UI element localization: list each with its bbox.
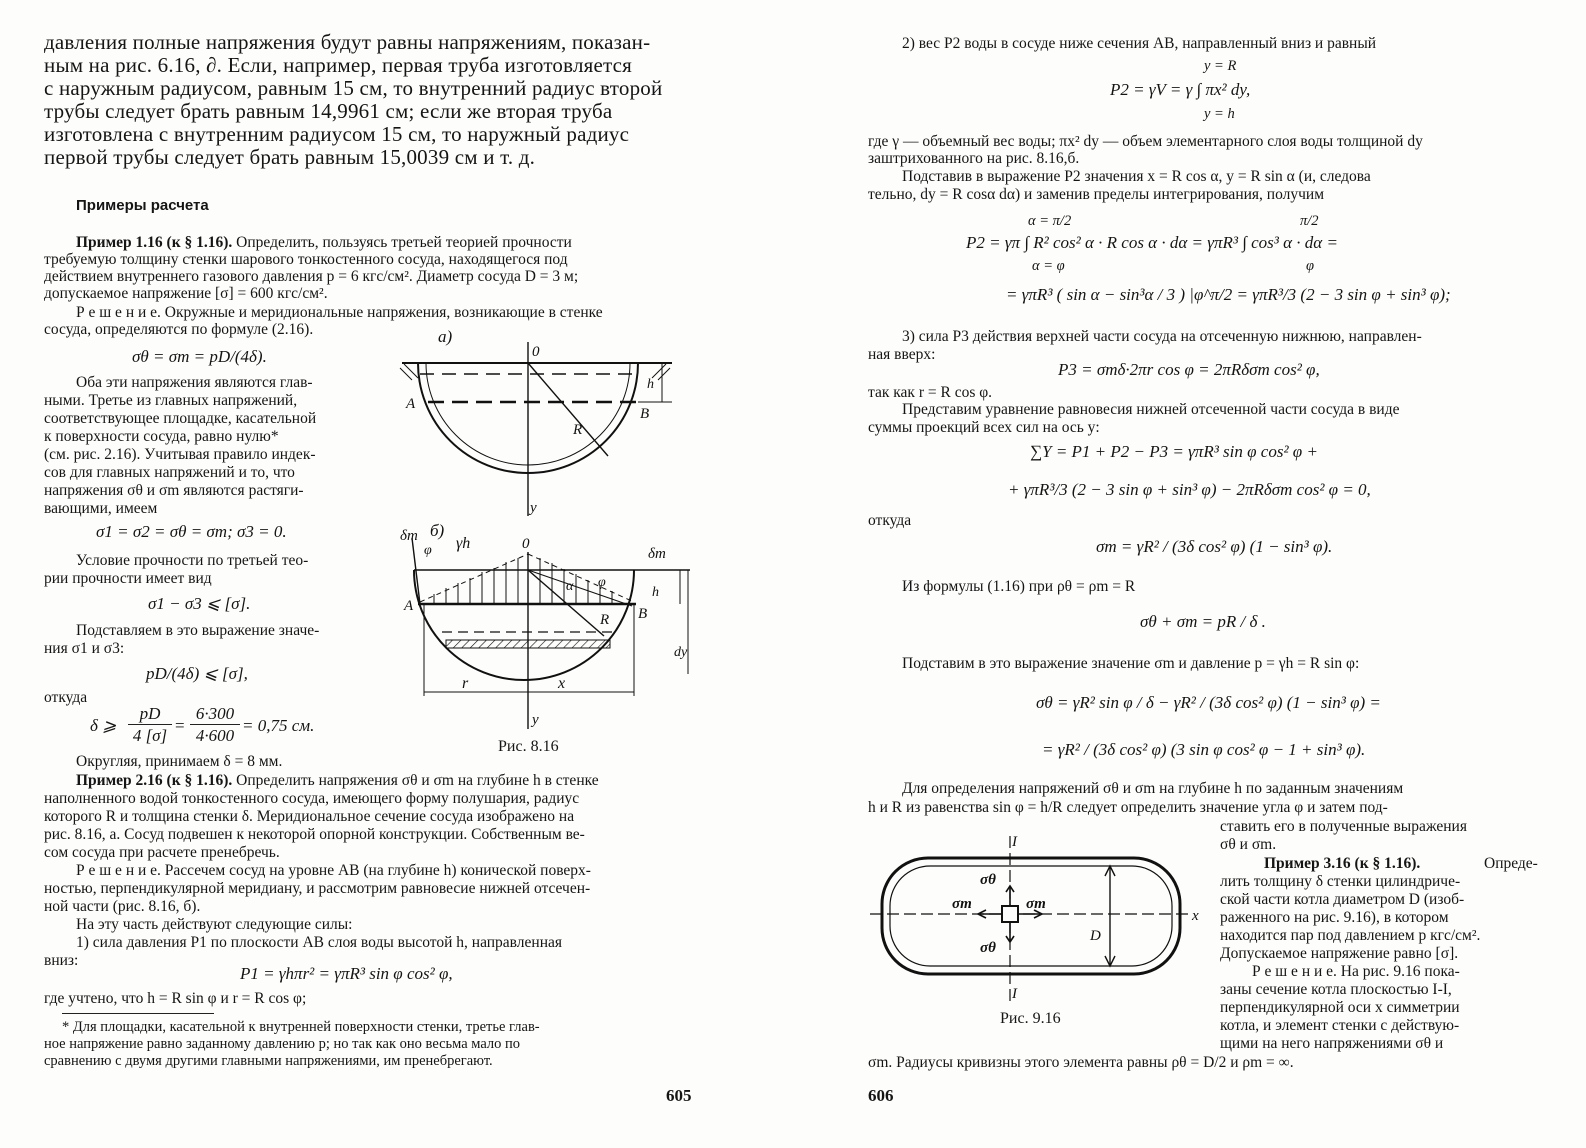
text-line: Представим уравнение равновесия нижней отсеченной части сосуда в виде (902, 401, 1400, 418)
svg-text:I: I (1012, 834, 1017, 850)
stress-element (1002, 906, 1018, 922)
text-line: напряжения σθ и σm являются растяги- (44, 482, 304, 499)
formula-delta-num1: pD (128, 704, 172, 725)
svg-text:h: h (647, 377, 654, 392)
text-line: h и R из равенства sin φ = h/R следует определить значение угла φ и затем под- (868, 799, 1388, 816)
svg-text:0: 0 (532, 344, 540, 360)
svg-text:A: A (404, 598, 414, 614)
svg-text:R: R (573, 422, 583, 438)
text-line: σθ и σm. (1220, 836, 1277, 853)
text-line: суммы проекций всех сил на ось y: (868, 419, 1100, 436)
formula-sigma: σθ = σm = pD/(4δ). (132, 347, 267, 366)
formula-substitution: pD/(4δ) ⩽ [σ], (146, 664, 248, 683)
svg-text:r: r (462, 675, 469, 692)
text-line: 1) сила давления P1 по плоскости AB слоя воды высотой h, направленная (76, 934, 562, 951)
formula-delta-num2: 6·300 (190, 704, 240, 725)
text-line: сов для главных напряжений и то, что (44, 464, 295, 481)
fig-a-title: а) (438, 327, 453, 346)
text-line: соответствующее площадке, касательной (44, 410, 317, 427)
section-title: Примеры расчета (76, 197, 209, 214)
text-line: вающими, имеем (44, 500, 158, 517)
text-line: Подставив в выражение P2 значения x = R cos α, y = R sin α (и, следова (902, 168, 1371, 185)
rounding-line: Округляя, принимаем δ = 8 мм. (76, 753, 283, 770)
text-line: Р е ш е н и е. Рассечем сосуд на уровне AB (на глубине h) конической поверх- (76, 862, 591, 879)
integral-upper-limit: α = π/2 (1028, 213, 1072, 229)
text-line: так как r = R cos φ. (868, 384, 993, 401)
text-line: Из формулы (1.16) при ρθ = ρm = R (902, 578, 1136, 595)
formula-delta-den2: 4·600 (195, 726, 235, 745)
page-number: 606 (868, 1086, 894, 1105)
text-line: перпендикулярной оси x симметрии (1220, 999, 1460, 1016)
text-line: ными. Третье из главных напряжений, (44, 392, 298, 409)
svg-text:φ: φ (424, 543, 432, 558)
intro-line: давления полные напряжения будут равны напряжениям, показан- (44, 30, 651, 54)
text-line: раженного на рис. 9.16), в котором (1220, 909, 1449, 926)
text-line: Р е ш е н и е. На рис. 9.16 пока- (1252, 963, 1460, 980)
otkuda-label: откуда (868, 512, 912, 529)
svg-text:D: D (1090, 928, 1101, 944)
svg-text:φ: φ (598, 575, 606, 590)
text-line: находится пар под давлением p кгс/см². (1220, 927, 1481, 944)
text-line: щими на него напряжениями σθ и (1220, 1035, 1444, 1052)
intro-line: с наружным радиусом, равным 15 см, то внутренний радиус второй (44, 76, 663, 100)
example-1-paragraph (76, 234, 572, 252)
svg-text:σm: σm (1026, 896, 1046, 912)
text-line: На эту часть действуют следующие силы: (76, 916, 353, 933)
text-line: ставить его в полученные выражения (1220, 818, 1467, 835)
formula-laplace: σθ + σm = pR / δ . (1140, 612, 1266, 631)
formula-p2: P2 = γV = γ ∫ πx² dy, (1110, 80, 1251, 99)
text-line: где γ — объемный вес воды; πx² dy — объем элементарного слоя воды толщиной dy (868, 133, 1423, 150)
formula-delta-den1: 4 [σ] (132, 726, 168, 745)
svg-text:y: y (532, 712, 539, 728)
figure-9-16-caption: Рис. 9.16 (1000, 1010, 1061, 1027)
svg-text:σθ: σθ (980, 940, 996, 956)
formula-sum-line-1: ∑Y = P1 + P2 − P3 = γπR³ sin φ cos² φ + (1030, 442, 1318, 461)
text-line: тельно, dy = R cosα dα) и заменив пределы интегрирования, получим (868, 186, 1325, 203)
text-line: 2) вес P2 воды в сосуде ниже сечения AB, направленный вниз и равный (902, 35, 1377, 52)
text-line: σm. Радиусы кривизны этого элемента равны ρθ = D/2 и ρm = ∞. (868, 1054, 1294, 1071)
text-line: к поверхности сосуда, равно нулю* (44, 428, 279, 445)
formula-equals: = (175, 716, 185, 735)
integral-upper-limit: π/2 (1300, 213, 1319, 229)
text-line: ная вверх: (868, 346, 936, 363)
integral-upper-limit: y = R (1204, 58, 1237, 74)
svg-text:y: y (530, 500, 537, 516)
left-page (0, 0, 780, 1148)
formula-condition: σ1 − σ3 ⩽ [σ]. (148, 594, 251, 613)
text-line: Допускаемое напряжение равно [σ]. (1220, 945, 1459, 962)
right-page (800, 0, 1586, 1148)
formula-sigma-theta-line-1: σθ = γR² sin φ / δ − γR² / (3δ cos² φ) (1 − sin³ φ) = (1036, 693, 1381, 712)
text-line: (см. рис. 2.16). Учитывая правило индек- (44, 446, 316, 463)
svg-text:x: x (558, 675, 566, 692)
footnote-line: сравнению с двумя другими главными напряжениями, им пренебрегают. (44, 1053, 493, 1069)
formula-sigma-m: σm = γR² / (3δ cos² φ) (1 − sin³ φ). (1096, 537, 1333, 556)
text-line: заштрихованного на рис. 8.16,б. (868, 150, 1080, 167)
text-line: где учтено, что h = R sin φ и r = R cos φ; (44, 990, 307, 1007)
text-line: Подставим в это выражение значение σm и давление p = γh = R sin φ: (902, 655, 1360, 672)
text-line: наполненного водой тонкостенного сосуда, имеющего форму полушария, радиус (44, 790, 580, 807)
svg-text:R: R (600, 612, 610, 628)
svg-text:б): б) (430, 521, 445, 540)
text-line: рис. 8.16, а. Сосуд подвешен к некоторой опорной конструкции. Собственным ве- (44, 826, 585, 843)
page-number: 605 (666, 1086, 692, 1105)
svg-text:I: I (1012, 986, 1017, 1002)
svg-text:σm: σm (952, 896, 972, 912)
fig-a-radius (528, 363, 608, 456)
formula-sigma-theta-line-2: = γR² / (3δ cos² φ) (3 sin φ cos² φ − 1 + sin³ φ). (1042, 740, 1366, 759)
text-line: котла, и элемент стенки с действую- (1220, 1017, 1460, 1034)
intro-line: трубы следует брать равным 14,9961 см; если же вторая труба (44, 99, 613, 123)
boiler-outline (882, 858, 1180, 974)
formula-sum-line-2: + γπR³/3 (2 − 3 sin φ + sin³ φ) − 2πRδσm cos² φ = 0, (1008, 480, 1371, 499)
fig-b-pressure-arrows (434, 558, 612, 604)
integral-lower-limit: φ (1306, 258, 1315, 274)
fig-b-hatched-layer (446, 640, 610, 648)
text-line: 3) сила P3 действия верхней части сосуда на отсеченную нижнюю, направлен- (902, 328, 1422, 345)
otkuda-label: откуда (44, 689, 88, 706)
intro-line: первой трубы следует брать равным 15,0039 см и т. д. (44, 145, 536, 169)
text-line: Р е ш е н и е. Окружные и меридиональные напряжения, возникающие в стенке (76, 304, 603, 321)
intro-line: ным на рис. 6.16, ∂. Если, например, первая труба изготовляется (44, 53, 633, 77)
text-line: ния σ1 и σ3: (44, 640, 125, 657)
text-line: сом сосуда при расчете пренебречь. (44, 844, 280, 861)
text-line: Для определения напряжений σθ и σm на глубине h по заданным значениям (902, 780, 1404, 797)
integral-lower-limit: y = h (1204, 106, 1235, 122)
text-line: Условие прочности по третьей тео- (76, 552, 309, 569)
formula-integral-line-1: P2 = γπ ∫ R² cos² α · R cos α · dα = γπR³ ∫ cos³ α · dα = (966, 233, 1338, 252)
svg-text:0: 0 (522, 536, 530, 552)
figure-b (400, 521, 690, 729)
figure-a (400, 327, 672, 516)
example-2-title: Пример 2.16 (к § 1.16). (76, 772, 233, 789)
text-line: допускаемое напряжение [σ] = 600 кгс/см². (44, 285, 328, 302)
formula-delta-result: = 0,75 см. (242, 716, 315, 735)
text-line: вниз: (44, 952, 79, 969)
svg-text:B: B (640, 406, 650, 422)
figure-8-16-caption: Рис. 8.16 (498, 738, 559, 755)
footnote-line: * Для площадки, касательной к внутренней поверхности стенки, третье глав- (62, 1019, 540, 1035)
text-line: Оба эти напряжения являются глав- (76, 374, 313, 391)
formula-principal: σ1 = σ2 = σθ = σm; σ3 = 0. (96, 522, 287, 541)
text-line: ной части (рис. 8.16, б). (44, 898, 201, 915)
figure-8-16 (390, 326, 700, 746)
footnote-line: ное напряжение равно заданному давлению p; но так как оно весьма мало по (44, 1036, 521, 1052)
formula-delta-lhs: δ ⩾ (90, 716, 117, 735)
text-line: сосуда, определяются по формуле (2.16). (44, 321, 314, 338)
svg-text:δm: δm (648, 546, 666, 562)
formula-p3: P3 = σmδ·2πr cos φ = 2πRδσm cos² φ, (1058, 360, 1320, 379)
svg-text:B: B (638, 606, 648, 622)
svg-text:α: α (566, 579, 574, 594)
text-line: Определить, пользуясь третьей теорией прочности (236, 234, 572, 251)
text-line: Опреде- (1484, 855, 1538, 872)
text-line: Определить напряжения σθ и σm на глубине h в стенке (236, 772, 599, 789)
formula-integral-line-2: = γπR³ ( sin α − sin³α / 3 ) |φ^π/2 = γπR³/3 (2 − 3 sin φ + sin³ φ); (1006, 285, 1451, 304)
example-1-title: Пример 1.16 (к § 1.16). (76, 234, 233, 251)
text-line: заны сечение котла плоскостью I-I, (1220, 981, 1452, 998)
svg-text:dy: dy (674, 645, 688, 660)
example-2-paragraph (76, 772, 599, 790)
text-line: действием внутреннего газового давления p = 6 кгс/см². Диаметр сосуда D = 3 м; (44, 268, 579, 285)
text-line: ностью, перпендикулярной меридиану, и рассмотрим равновесие нижней отсечен- (44, 880, 591, 897)
text-line: которого R и толщина стенки δ. Меридиональное сечение сосуда изображено на (44, 808, 575, 825)
svg-text:h: h (652, 585, 659, 600)
formula-p1: P1 = γhπr² = γπR³ sin φ cos² φ, (240, 964, 453, 983)
text-line: Подставляем в это выражение значе- (76, 622, 320, 639)
text-line: ской части котла диаметром D (изоб- (1220, 891, 1465, 908)
svg-text:δm: δm (400, 528, 418, 544)
example-3-title: Пример 3.16 (к § 1.16). (1264, 855, 1421, 872)
svg-text:x: x (1192, 908, 1199, 924)
text-line: требуемую толщину стенки шарового тонкостенного сосуда, находящегося под (44, 251, 568, 268)
svg-text:γh: γh (456, 535, 471, 552)
footnote-rule (62, 1013, 214, 1014)
svg-text:A: A (406, 396, 416, 412)
svg-text:σθ: σθ (980, 872, 996, 888)
intro-line: изготовлена с внутренним радиусом 15 см, то наружный радиус (44, 122, 630, 146)
integral-lower-limit: α = φ (1032, 258, 1065, 274)
text-line: лить толщину δ стенки цилиндриче- (1220, 873, 1461, 890)
text-line: рии прочности имеет вид (44, 570, 212, 587)
figure-9-16 (870, 828, 1210, 1004)
